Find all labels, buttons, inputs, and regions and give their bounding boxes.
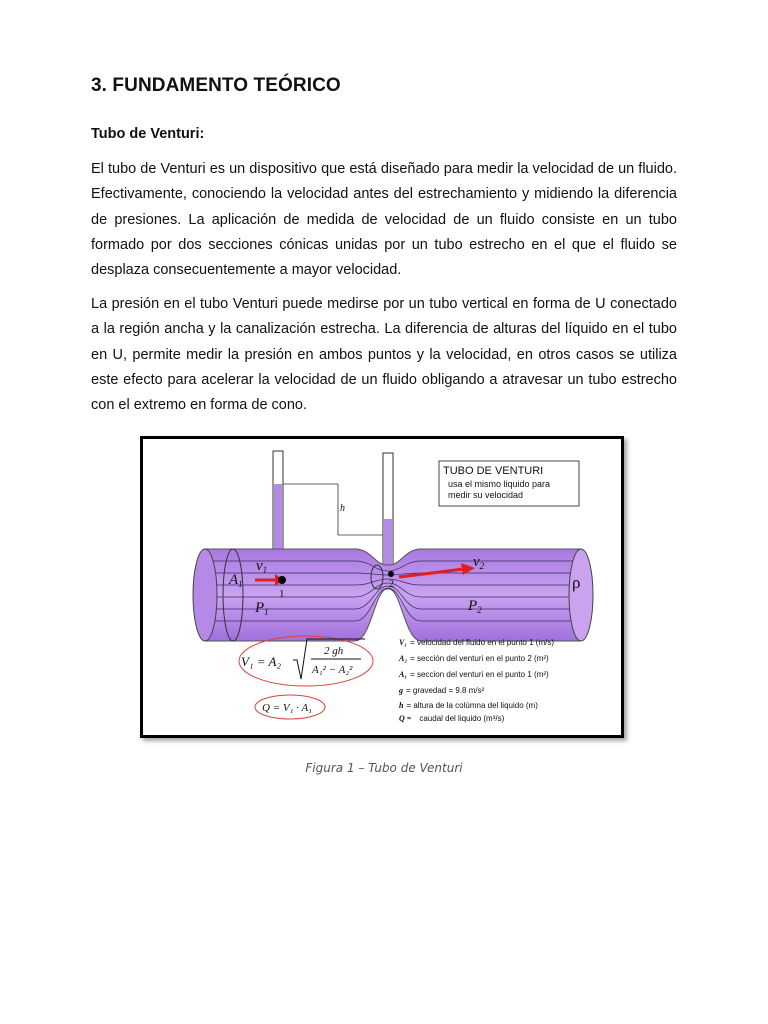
pressure-tube-1 bbox=[273, 451, 283, 551]
legend-row: Q = caudal del liquido (m³/s) bbox=[399, 714, 505, 723]
formula-flow: Q = V₁ · A₁ bbox=[262, 702, 313, 714]
figure-caption: Figura 1 – Tubo de Venturi bbox=[305, 761, 463, 775]
point-1-marker bbox=[278, 576, 286, 584]
label-point-2: 2 bbox=[389, 579, 394, 590]
symbol-legend bbox=[398, 638, 554, 723]
pressure-tube-2 bbox=[383, 453, 393, 565]
formula-denominator: A₁² − A₂² bbox=[312, 664, 353, 676]
label-rho: ρ bbox=[572, 573, 581, 592]
legend-row: A₁ = seccion del venturi en el punto 1 (m²) bbox=[399, 670, 549, 679]
label-v2: $v_2$ bbox=[473, 554, 485, 571]
info-box-line-2: medir su velocidad bbox=[448, 490, 524, 500]
inlet-end bbox=[193, 549, 217, 641]
formula-numerator: 2 gh bbox=[324, 645, 344, 657]
label-P1: $P_1$ bbox=[255, 600, 269, 617]
venturi-diagram bbox=[143, 439, 621, 735]
label-point-1: 1 bbox=[279, 588, 285, 600]
legend-row: V₁ = velocidad del fluido en el punto 1 (m/s) bbox=[399, 638, 554, 647]
legend-row: h = altura de la colúmna del liquido (m) bbox=[399, 701, 538, 710]
info-box-title: TUBO DE VENTURI bbox=[443, 465, 544, 477]
label-A1: $A_1$ bbox=[229, 572, 243, 589]
outlet-end bbox=[569, 549, 593, 641]
label-P2: $P_2$ bbox=[468, 598, 482, 615]
info-box bbox=[439, 461, 579, 506]
section-heading: 3. FUNDAMENTO TEÓRICO bbox=[91, 75, 341, 96]
formula-velocity-lhs: V₁ = A₂ bbox=[241, 654, 281, 669]
venturi-figure bbox=[140, 436, 624, 738]
label-v1: $v_1$ bbox=[256, 558, 268, 575]
paragraph-2: La presión en el tubo Venturi puede medirse por un tubo vertical en forma de U conectado a la región ancha y la canalización estrecha. La diferencia de alturas del líquido en el tubo en U, permite medir la presión en ambos puntos y la velocidad, en otros casos se utiliza este efecto para acelerar la velocidad de un fluido obligando a atravesar un tubo estrecho con el extremo en forma de cono. bbox=[91, 296, 677, 414]
info-box-line-1: usa el mismo liquido para bbox=[448, 479, 551, 489]
paragraph-1: El tubo de Venturi es un dispositivo que está diseñado para medir la velocidad de un fluido. Efectivamente, conociendo la velocidad antes del estrechamiento y midiendo la diferencia de presiones. La aplicación de medida de velocidad de un fluido consiste en un tubo formado por dos secciones cónicas unidas por un tubo estrecho en el que el fluido se desplaza consecuentemente a mayor velocidad. bbox=[91, 161, 677, 279]
label-h: h bbox=[340, 503, 345, 514]
legend-row: A₂ = sección del venturi en el punto 2 (m²) bbox=[399, 654, 549, 663]
height-dimension bbox=[283, 484, 383, 535]
point-2-marker bbox=[388, 571, 394, 577]
legend-row: g = gravedad = 9.8 m/s² bbox=[399, 686, 485, 695]
subsection-heading: Tubo de Venturi: bbox=[91, 126, 205, 142]
